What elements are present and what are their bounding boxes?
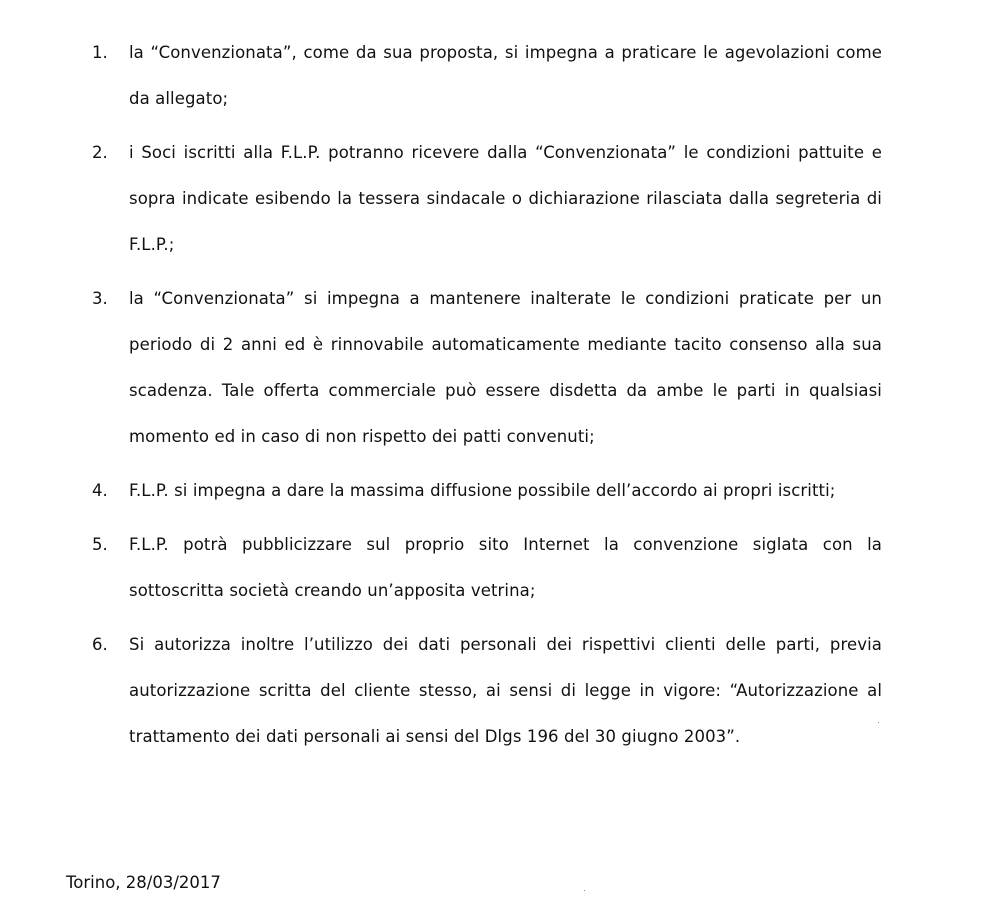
- clause-number: 3.: [92, 289, 108, 308]
- clause-text: i Soci iscritti alla F.L.P. potranno ricevere dalla “Convenzionata” le condizioni pattuite e sopra indicate esibendo la tessera sindacale o dichiarazione rilasciata dalla segreteria di F.L.P.;: [129, 143, 882, 254]
- scan-speck: [584, 890, 585, 891]
- clause-list: [92, 30, 882, 768]
- clause-text: F.L.P. potrà pubblicizzare sul proprio sito Internet la convenzione siglata con la sottoscritta società creando un’apposita vetrina;: [129, 535, 882, 600]
- clause-1: [92, 30, 882, 122]
- clause-2: [92, 130, 882, 268]
- clause-3: [92, 276, 882, 460]
- clause-number: 2.: [92, 143, 108, 162]
- clause-number: 5.: [92, 535, 108, 554]
- place-date: Torino, 28/03/2017: [66, 873, 221, 892]
- clause-number: 1.: [92, 43, 108, 62]
- clause-6: [92, 622, 882, 760]
- clause-text: F.L.P. si impegna a dare la massima diffusione possibile dell’accordo ai propri iscritti;: [129, 481, 836, 500]
- clause-text: la “Convenzionata”, come da sua proposta, si impegna a praticare le agevolazioni come da allegato;: [129, 43, 882, 108]
- clause-number: 4.: [92, 481, 108, 500]
- scan-speck: [878, 722, 879, 723]
- clause-text: Si autorizza inoltre l’utilizzo dei dati personali dei rispettivi clienti delle parti, previa autorizzazione scritta del cliente stesso, ai sensi di legge in vigore: “Autorizzazione al trattamento dei dati personali ai sensi del Dlgs 196 del 30 giugno 2003”.: [129, 635, 882, 746]
- clause-4: [92, 468, 882, 514]
- clause-number: 6.: [92, 635, 108, 654]
- clause-5: [92, 522, 882, 614]
- clause-text: la “Convenzionata” si impegna a mantenere inalterate le condizioni praticate per un periodo di 2 anni ed è rinnovabile automaticamente mediante tacito consenso alla sua scadenza. Tale offerta commerciale può essere disdetta da ambe le parti in qualsiasi momento ed in caso di non rispetto dei patti convenuti;: [129, 289, 882, 446]
